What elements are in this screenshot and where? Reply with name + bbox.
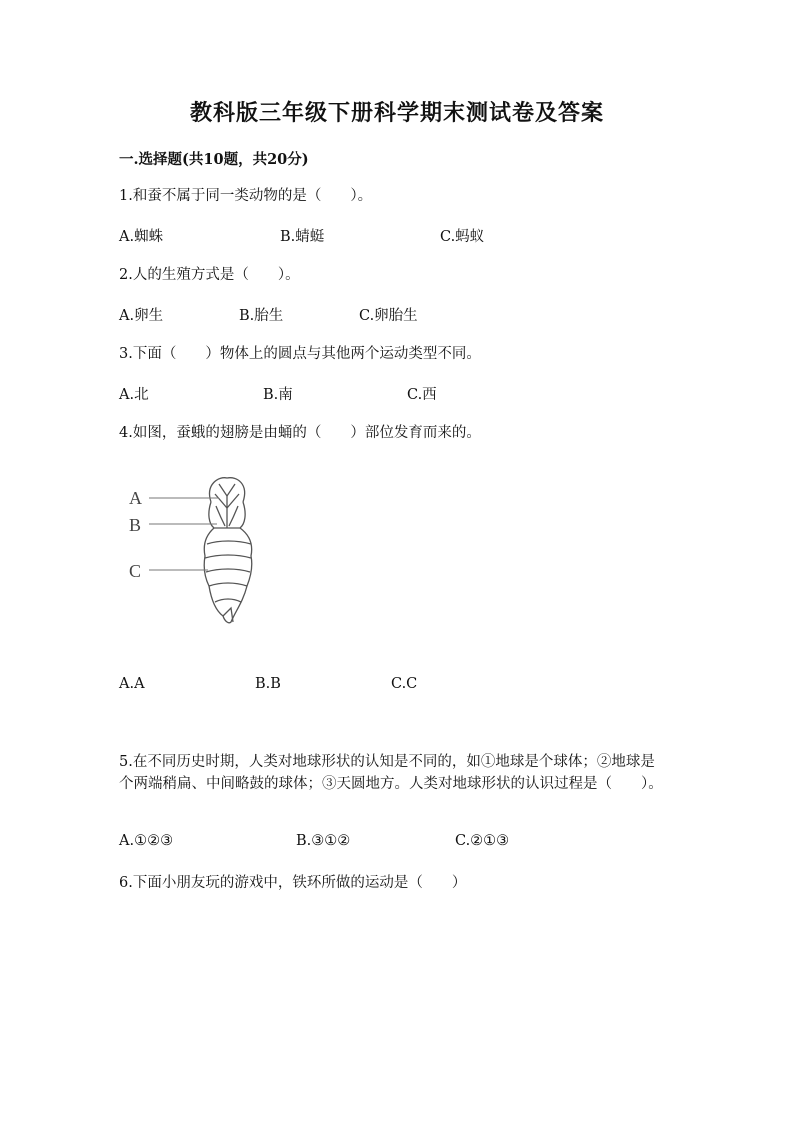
label-c: C <box>129 561 142 581</box>
question-3: 3.下面（ ）物体上的圆点与其他两个运动类型不同。 <box>119 346 481 362</box>
option-b[interactable]: B.蜻蜓 <box>280 229 325 245</box>
option-c[interactable]: C.C <box>391 676 418 692</box>
question-5-options <box>119 833 679 855</box>
question-5: 5.在不同历史时期，人类对地球形状的认知是不同的，如①地球是个球体；②地球是个两端稍扁、中间略鼓的球体；③天圆地方。人类对地球形状的认识过程是（ ）。 <box>119 754 663 792</box>
question-1-options <box>119 225 679 247</box>
label-b: B <box>129 515 142 535</box>
option-a[interactable]: A.蜘蛛 <box>119 229 164 245</box>
section-heading: 一.选择题(共10题，共20分) <box>119 151 309 168</box>
option-b[interactable]: B.胎生 <box>239 308 284 324</box>
pupa-diagram <box>119 466 299 641</box>
option-c[interactable]: C.西 <box>407 387 437 403</box>
option-b[interactable]: B.③①② <box>296 833 351 849</box>
question-4: 4.如图，蚕蛾的翅膀是由蛹的（ ）部位发育而来的。 <box>119 425 481 441</box>
option-a[interactable]: A.北 <box>119 387 149 403</box>
silkworm-pupa-figure <box>119 466 299 641</box>
option-c[interactable]: C.蚂蚁 <box>440 229 485 245</box>
option-b[interactable]: B.南 <box>263 387 293 403</box>
question-4-options <box>119 676 679 698</box>
option-c[interactable]: C.卵胎生 <box>359 308 418 324</box>
option-c[interactable]: C.②①③ <box>455 833 510 849</box>
page-title: 教科版三年级下册科学期末测试卷及答案 <box>189 100 604 126</box>
question-3-options <box>119 383 679 405</box>
question-2-options <box>119 304 679 326</box>
question-2: 2.人的生殖方式是（ ）。 <box>119 267 300 283</box>
option-b[interactable]: B.B <box>255 676 281 692</box>
option-a[interactable]: A.卵生 <box>119 308 164 324</box>
option-a[interactable]: A.①②③ <box>119 833 174 849</box>
question-6: 6.下面小朋友玩的游戏中，铁环所做的运动是（ ） <box>119 875 467 891</box>
label-a: A <box>129 488 142 508</box>
question-1: 1.和蚕不属于同一类动物的是（ ）。 <box>119 188 373 204</box>
option-a[interactable]: A.A <box>119 676 145 692</box>
